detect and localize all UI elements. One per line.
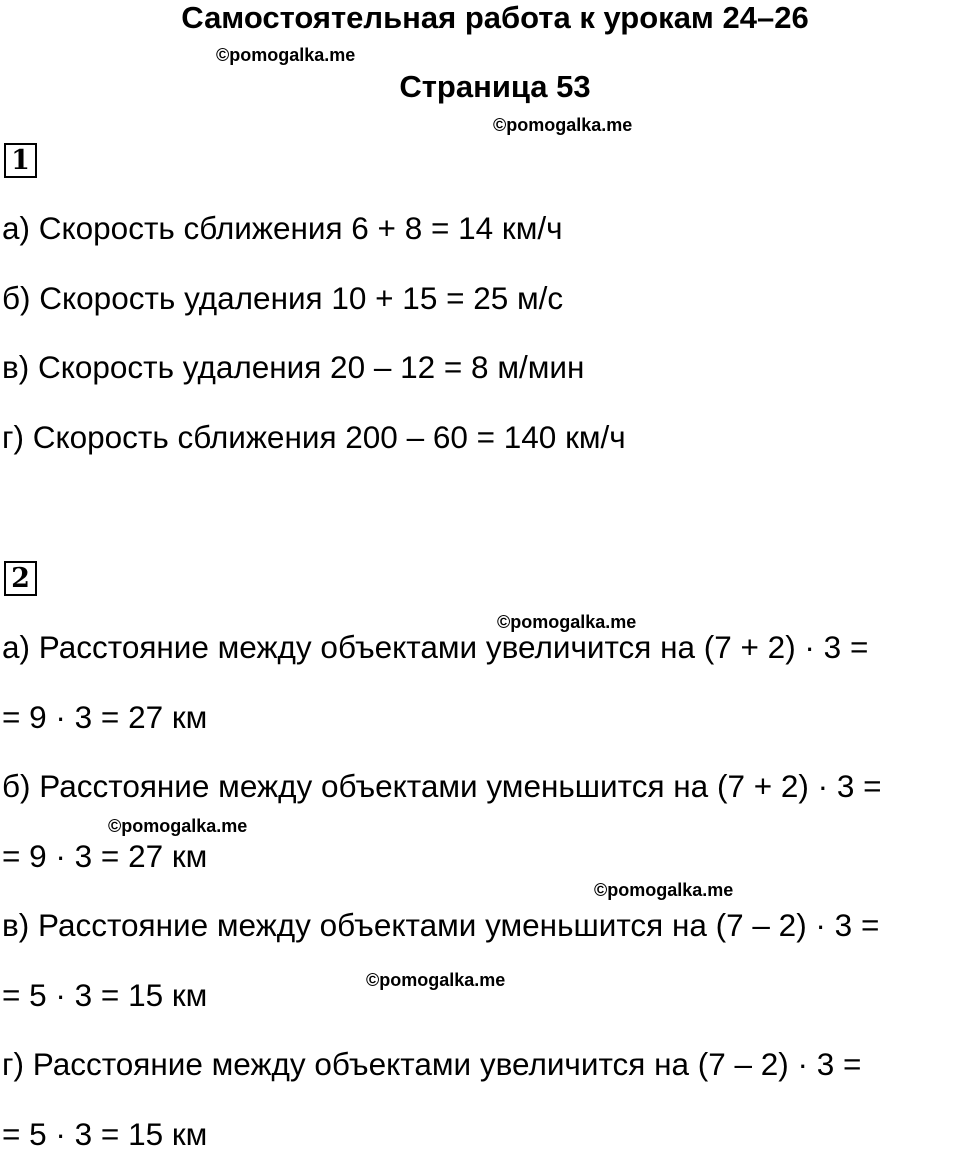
task-number-box: 1 (4, 143, 37, 178)
task-2-line-d1: г) Расстояние между объектами увеличится на (7 – 2) · 3 = (2, 1046, 862, 1082)
page-title: Самостоятельная работа к урокам 24–26 (181, 0, 809, 35)
task-2-line-a1: а) Расстояние между объектами увеличится на (7 + 2) · 3 = (2, 629, 869, 665)
task-2-line-c2: = 5 · 3 = 15 км (2, 977, 208, 1013)
task-2-line-d2: = 5 · 3 = 15 км (2, 1116, 208, 1152)
task-2-line-a2: = 9 · 3 = 27 км (2, 699, 208, 735)
task-1-line-c: в) Скорость удаления 20 – 12 = 8 м/мин (2, 349, 585, 385)
watermark: ©pomogalka.me (497, 612, 637, 632)
watermark: ©pomogalka.me (108, 816, 248, 836)
task-2-line-b1: б) Расстояние между объектами уменьшится на (7 + 2) · 3 = (2, 768, 882, 804)
task-2-line-b2: = 9 · 3 = 27 км (2, 838, 208, 874)
watermark: ©pomogalka.me (594, 880, 734, 900)
task-number-box: 2 (4, 561, 37, 596)
page-number: Страница 53 (399, 69, 591, 104)
watermark: ©pomogalka.me (493, 115, 633, 135)
task-1-line-a: а) Скорость сближения 6 + 8 = 14 км/ч (2, 210, 563, 246)
watermark: ©pomogalka.me (366, 970, 506, 990)
task-2-line-c1: в) Расстояние между объектами уменьшится на (7 – 2) · 3 = (2, 907, 880, 943)
watermark: ©pomogalka.me (216, 45, 356, 65)
task-1-line-d: г) Скорость сближения 200 – 60 = 140 км/ч (2, 419, 626, 455)
task-1-line-b: б) Скорость удаления 10 + 15 = 25 м/с (2, 280, 564, 316)
